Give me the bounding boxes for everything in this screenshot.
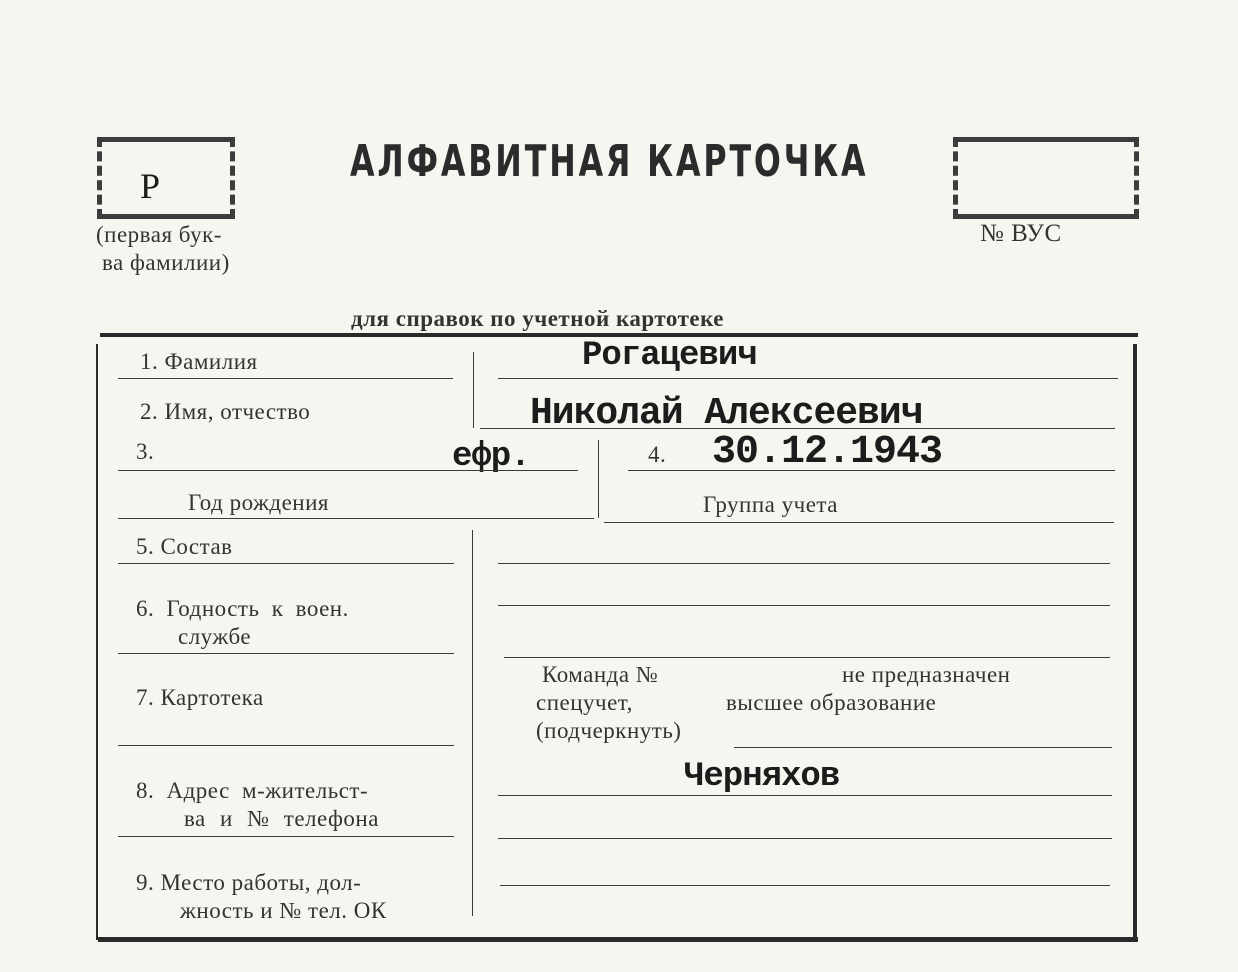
row-3-line [118, 470, 578, 471]
row-5-line-right [498, 563, 1110, 564]
field-3-value: ефр. [452, 438, 530, 476]
field-3-caption: Год рождения [188, 490, 329, 515]
divider-top [473, 352, 474, 428]
divider-bottom [472, 530, 473, 916]
frame-bottom [98, 937, 1138, 942]
field-6-label-line1: 6. Годность к воен. [136, 596, 349, 621]
team-line3: (подчеркнуть) [536, 718, 682, 743]
card-subtitle: для справок по учетной картотеке [351, 306, 724, 331]
field-1-value: Рогацевич [582, 337, 757, 375]
team-line2-a: спецучет, [536, 690, 633, 715]
frame-left [96, 344, 98, 940]
row-7-line-left [118, 745, 454, 746]
vus-label: № ВУС [980, 220, 1062, 247]
field-4-label: 4. [648, 442, 667, 467]
field-8-label-line1: 8. Адрес м-жительст- [136, 778, 369, 803]
row-6-line-right-b [504, 657, 1110, 658]
vus-box [953, 137, 1139, 219]
row-4-line [628, 470, 1115, 471]
letter-box [97, 137, 235, 219]
team-line-under [734, 747, 1112, 748]
team-line2-b: высшее образование [726, 690, 937, 715]
frame-right [1133, 344, 1137, 940]
field-1-label: 1. Фамилия [140, 349, 258, 374]
card-title: АЛФАВИТНАЯ КАРТОЧКА [350, 136, 869, 187]
row-1-line-right [498, 378, 1118, 379]
team-line1-b: не предназначен [842, 662, 1011, 687]
field-7-label: 7. Картотека [136, 685, 264, 710]
field-2-value: Николай Алексеевич [530, 392, 923, 435]
field-5-label: 5. Состав [136, 534, 233, 559]
field-4-value: 30.12.1943 [712, 430, 943, 475]
field-8-value: Черняхов [684, 758, 840, 796]
divider-middle [598, 440, 599, 518]
letter-caption-line1: (первая бук- [96, 222, 222, 247]
row-1-line-left [118, 378, 453, 379]
row-6-line-right-a [498, 605, 1110, 606]
row-6-line-left [118, 653, 454, 654]
field-2-label: 2. Имя, отчество [140, 399, 311, 424]
row-9-line-right [500, 885, 1110, 886]
field-3-label: 3. [136, 439, 155, 464]
letter-box-value: Р [140, 166, 160, 206]
row-caption-line-right [604, 522, 1114, 523]
letter-caption-line2: ва фамилии) [102, 250, 230, 275]
row-2-line-right [480, 428, 1115, 429]
field-9-label-line1: 9. Место работы, дол- [136, 870, 362, 895]
field-9-label-line2: жность и № тел. ОК [180, 898, 387, 923]
row-8-line-right-b [498, 838, 1112, 839]
row-5-line-left [118, 563, 454, 564]
team-line1-a: Команда № [542, 662, 659, 687]
field-6-label-line2: службе [178, 624, 252, 649]
row-caption-line-left [118, 518, 594, 519]
field-4-caption: Группа учета [703, 492, 838, 517]
row-8-line-left [118, 836, 454, 837]
row-8-line-right-a [498, 795, 1112, 796]
field-8-label-line2: ва и № телефона [184, 806, 379, 831]
